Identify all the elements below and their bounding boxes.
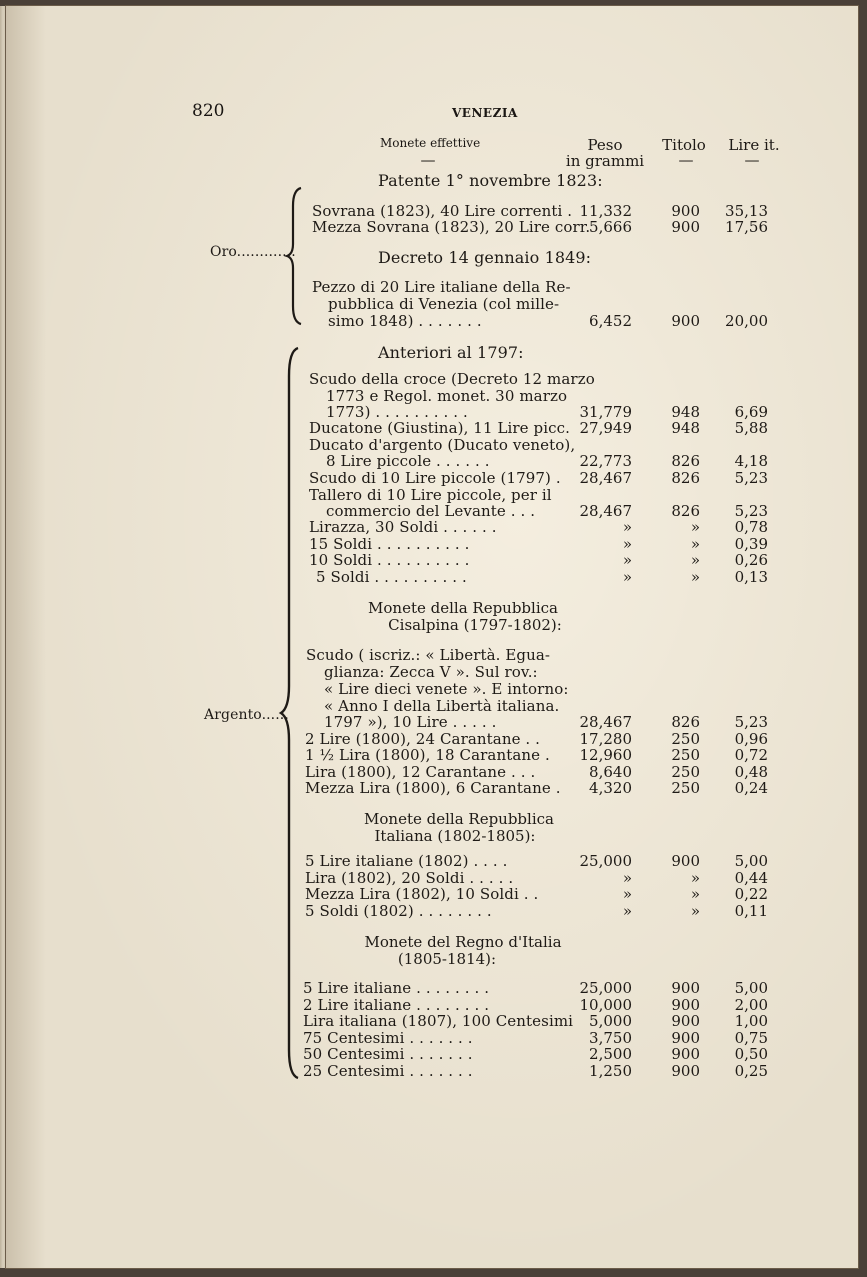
fineness-value: 900: [671, 979, 700, 997]
weight-value: 1,250: [589, 1062, 632, 1080]
col-value-dash: —: [744, 151, 760, 169]
coin-description: 1 ½ Lira (1800), 18 Carantane .: [305, 746, 550, 764]
lire-value: 5,23: [734, 502, 768, 520]
lire-value: 0,72: [734, 746, 768, 764]
coin-description: Lira italiana (1807), 100 Centesimi: [303, 1012, 574, 1030]
lire-value: 0,75: [734, 1029, 768, 1047]
col-fineness: Titolo: [662, 136, 706, 154]
col-weight-line2: in grammi: [565, 152, 645, 170]
weight-value: »: [622, 518, 632, 536]
lire-value: 0,22: [734, 885, 768, 903]
gold-brace: [284, 186, 306, 326]
coin-description: Mezza Lira (1802), 10 Soldi . .: [305, 885, 539, 903]
weight-value: 4,320: [589, 779, 632, 797]
coin-description: Tallero di 10 Lire piccole, per il: [309, 486, 552, 504]
section-1849: Decreto 14 gennaio 1849:: [378, 248, 592, 267]
weight-value: 8,640: [589, 763, 632, 781]
lire-value: 0,48: [734, 763, 768, 781]
weight-value: 12,960: [579, 746, 632, 764]
fineness-value: 250: [671, 730, 700, 748]
lire-value: 0,13: [734, 568, 768, 586]
coin-description: 1773) . . . . . . . . . .: [326, 403, 468, 421]
fineness-value: »: [690, 551, 700, 569]
coin-description: 1773 e Regol. monet. 30 marzo: [326, 387, 568, 405]
weight-value: 22,773: [579, 452, 632, 470]
coin-description: 15 Soldi . . . . . . . . . .: [309, 535, 470, 553]
fineness-value: 900: [671, 1045, 700, 1063]
fineness-value: 900: [671, 202, 700, 220]
lire-value: 0,78: [734, 518, 768, 536]
weight-value: 6,452: [589, 312, 632, 330]
lire-value: 0,44: [734, 869, 768, 887]
coin-description: Mezza Lira (1800), 6 Carantane .: [305, 779, 561, 797]
lire-value: 5,23: [734, 469, 768, 487]
coin-description: pubblica di Venezia (col mille-: [328, 295, 560, 313]
weight-value: 27,949: [579, 419, 632, 437]
lire-value: 1,00: [734, 1012, 768, 1030]
lire-value: 20,00: [725, 312, 768, 330]
running-title: VENEZIA: [452, 106, 518, 120]
coin-description: 2 Lire (1800), 24 Carantane . .: [305, 730, 541, 748]
silver-brace: [278, 346, 302, 1080]
coin-description: 8 Lire piccole . . . . . .: [326, 452, 490, 470]
coin-description: 5 Lire italiane (1802) . . . .: [305, 852, 508, 870]
lire-value: 5,00: [734, 979, 768, 997]
col-coin: Monete effettive: [380, 136, 481, 150]
col-coin-dash: —: [420, 151, 436, 169]
section-cisalpina-2: Cisalpina (1797-1802):: [388, 616, 562, 634]
section-regno-1: Monete del Regno d'Italia: [364, 933, 562, 951]
fineness-value: 250: [671, 779, 700, 797]
lire-value: 0,39: [734, 535, 768, 553]
fineness-value: 900: [671, 1029, 700, 1047]
lire-value: 2,00: [734, 996, 768, 1014]
weight-value: 17,280: [579, 730, 632, 748]
fineness-value: »: [690, 568, 700, 586]
lire-value: 0,11: [734, 902, 768, 920]
weight-value: »: [622, 902, 632, 920]
group-silver: Argento......: [204, 707, 289, 723]
col-fineness-dash: —: [678, 151, 694, 169]
coin-description: glianza: Zecca V ». Sul rov.:: [324, 663, 538, 681]
weight-value: 5,666: [589, 218, 632, 236]
section-1823: Patente 1° novembre 1823:: [378, 171, 603, 190]
coin-description: Scudo di 10 Lire piccole (1797) .: [309, 469, 561, 487]
weight-value: 11,332: [579, 202, 632, 220]
coin-description: Scudo della croce (Decreto 12 marzo: [309, 370, 595, 388]
weight-value: 5,000: [589, 1012, 632, 1030]
lire-value: 0,25: [734, 1062, 768, 1080]
weight-value: 10,000: [579, 996, 632, 1014]
coin-description: Lira (1802), 20 Soldi . . . . .: [305, 869, 514, 887]
lire-value: 5,88: [734, 419, 768, 437]
coin-description: Ducatone (Giustina), 11 Lire picc.: [309, 419, 570, 437]
weight-value: 28,467: [579, 713, 632, 731]
section-cisalpina-1: Monete della Repubblica: [368, 599, 558, 617]
fineness-value: 826: [671, 452, 700, 470]
col-weight-line1: Peso: [587, 136, 623, 154]
fineness-value: 250: [671, 746, 700, 764]
weight-value: »: [622, 885, 632, 903]
fineness-value: 826: [671, 469, 700, 487]
group-gold: Oro.............: [210, 244, 296, 260]
weight-value: »: [622, 535, 632, 553]
col-value: Lire it.: [728, 136, 780, 154]
lire-value: 5,00: [734, 852, 768, 870]
lire-value: 4,18: [734, 452, 768, 470]
section-italiana-2: Italiana (1802-1805):: [374, 827, 536, 845]
lire-value: 0,50: [734, 1045, 768, 1063]
lire-value: 6,69: [734, 403, 768, 421]
coin-description: 50 Centesimi . . . . . . .: [303, 1045, 473, 1063]
fineness-value: 900: [671, 852, 700, 870]
weight-value: »: [622, 551, 632, 569]
fineness-value: 826: [671, 502, 700, 520]
weight-value: 25,000: [579, 852, 632, 870]
lire-value: 0,26: [734, 551, 768, 569]
weight-value: 28,467: [579, 502, 632, 520]
fineness-value: 948: [671, 419, 700, 437]
fineness-value: 250: [671, 763, 700, 781]
fineness-value: »: [690, 869, 700, 887]
fineness-value: »: [690, 535, 700, 553]
section-regno-2: (1805-1814):: [397, 950, 497, 968]
coin-description: 1797 »), 10 Lire . . . . .: [324, 713, 497, 731]
fineness-value: »: [690, 902, 700, 920]
fineness-value: 900: [671, 1012, 700, 1030]
fineness-value: 826: [671, 713, 700, 731]
fineness-value: »: [690, 518, 700, 536]
lire-value: 35,13: [725, 202, 768, 220]
coin-description: commercio del Levante . . .: [326, 502, 536, 520]
fineness-value: 900: [671, 1062, 700, 1080]
lire-value: 0,96: [734, 730, 768, 748]
coin-description: Scudo ( iscriz.: « Libertà. Egua-: [306, 646, 551, 664]
fineness-value: »: [690, 885, 700, 903]
coin-description: Sovrana (1823), 40 Lire correnti .: [312, 202, 573, 220]
coin-description: 10 Soldi . . . . . . . . . .: [309, 551, 470, 569]
weight-value: 3,750: [589, 1029, 632, 1047]
page-number: 820: [192, 101, 225, 121]
weight-value: »: [622, 568, 632, 586]
weight-value: 25,000: [579, 979, 632, 997]
coin-description: 25 Centesimi . . . . . . .: [303, 1062, 473, 1080]
coin-description: Lirazza, 30 Soldi . . . . . .: [309, 518, 497, 536]
lire-value: 0,24: [734, 779, 768, 797]
coin-description: Pezzo di 20 Lire italiane della Re-: [312, 278, 571, 296]
weight-value: 2,500: [589, 1045, 632, 1063]
fineness-value: 900: [671, 312, 700, 330]
fineness-value: 900: [671, 996, 700, 1014]
coin-description: « Lire dieci venete ». E intorno:: [324, 680, 569, 698]
coin-description: 75 Centesimi . . . . . . .: [303, 1029, 473, 1047]
coin-description: Ducato d'argento (Ducato veneto),: [309, 436, 576, 454]
section-italiana-1: Monete della Repubblica: [364, 810, 554, 828]
weight-value: »: [622, 869, 632, 887]
section-pre-1797: Anteriori al 1797:: [378, 343, 524, 362]
coin-description: 5 Soldi (1802) . . . . . . . .: [305, 902, 492, 920]
coin-description: 5 Lire italiane . . . . . . . .: [303, 979, 490, 997]
fineness-value: 900: [671, 218, 700, 236]
weight-value: 31,779: [579, 403, 632, 421]
coin-description: simo 1848) . . . . . . .: [328, 312, 482, 330]
fineness-value: 948: [671, 403, 700, 421]
weight-value: 28,467: [579, 469, 632, 487]
coin-description: Lira (1800), 12 Carantane . . .: [305, 763, 536, 781]
lire-value: 17,56: [725, 218, 768, 236]
lire-value: 5,23: [734, 713, 768, 731]
coin-description: « Anno I della Libertà italiana.: [324, 697, 560, 715]
coin-description: Mezza Sovrana (1823), 20 Lire corr.: [312, 218, 591, 236]
coin-description: 2 Lire italiane . . . . . . . .: [303, 996, 490, 1014]
coin-description: 5 Soldi . . . . . . . . . .: [316, 568, 467, 586]
